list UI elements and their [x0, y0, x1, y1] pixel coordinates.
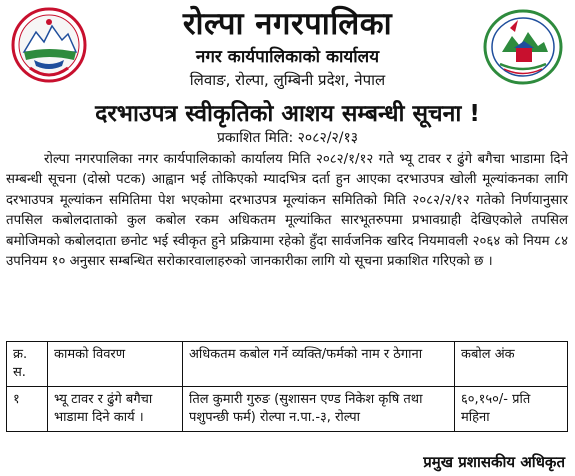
award-table	[6, 341, 568, 432]
cell-bidder: तिल कुमारी गुरुङ (सुशासन एण्ड निकेश कृषि तथा पशुपन्छी फर्म) रोल्पा न.पा.-३, रोल्पा	[183, 387, 455, 432]
signature-title: प्रमुख प्रशासकीय अधिकृत	[423, 453, 565, 471]
cell-sn: १	[7, 387, 48, 432]
col-header-amount: कबोल अंक	[455, 342, 568, 387]
published-date: प्रकाशित मिति: २०८२/२/१३	[216, 130, 359, 146]
notice-body: रोल्पा नगरपालिका नगर कार्यपालिकाको कार्यालय मिति २०८२/१/१२ गते भ्यू टावर र ढुंगे बगैचा भाडामा दिने सम्बन्धी सूचना (दोस्रो पटक) आह्वान भई तोकिएको म्यादभित्र दर्ता हुन आएका दरभाउपत्र खोली मूल्यांकनका लागि दरभाउपत्र मूल्यांकन समितिमा पेश भएकोमा दरभाउपत्र मूल्यांकन समितिको मिति २०८२/२/१२ गतेको निर्णयानुसार तपसिल कबोलदाताको कुल कबोल रकम अधिकतम मूल्यांकित सारभूतरुपमा प्रभावग्राही देखिएकोले तपसिल बमोजिमको कबोलदाता छनोट भई स्वीकृत हुने प्रक्रियामा रहेको हुँदा सार्वजनिक खरिद नियमावली २०६४ को नियम ८४ उपनियम १० अनुसार सम्बन्धित सरोकारवालाहरुको जानकारीका लागि यो सूचना प्रकाशित गरिएको छ ।	[6, 152, 568, 270]
col-header-work: कामको विवरण	[48, 342, 183, 387]
col-header-bidder: अधिकतम कबोल गर्ने व्यक्ति/फर्मको नाम र ठेगाना	[183, 342, 455, 387]
cell-work: भ्यू टावर र ढुंगे बगैचा भाडामा दिने कार्य ।	[48, 387, 183, 432]
municipality-logo-icon	[482, 8, 564, 86]
table-row	[7, 387, 568, 432]
nepal-emblem-icon	[10, 6, 88, 84]
office-address: लिवाङ, रोल्पा, लुम्बिनी प्रदेश, नेपाल	[189, 71, 386, 89]
cell-amount: ६०,१५०/- प्रति महिना	[455, 387, 568, 432]
col-header-sn: क्र. स.	[7, 342, 48, 387]
office-title: रोल्पा नगरपालिका	[182, 6, 393, 42]
office-subtitle: नगर कार्यपालिकाको कार्यालय	[195, 47, 380, 67]
notice-title: दरभाउपत्र स्वीकृतिको आशय सम्बन्धी सूचना !	[95, 101, 480, 127]
table-header-row	[7, 342, 568, 387]
